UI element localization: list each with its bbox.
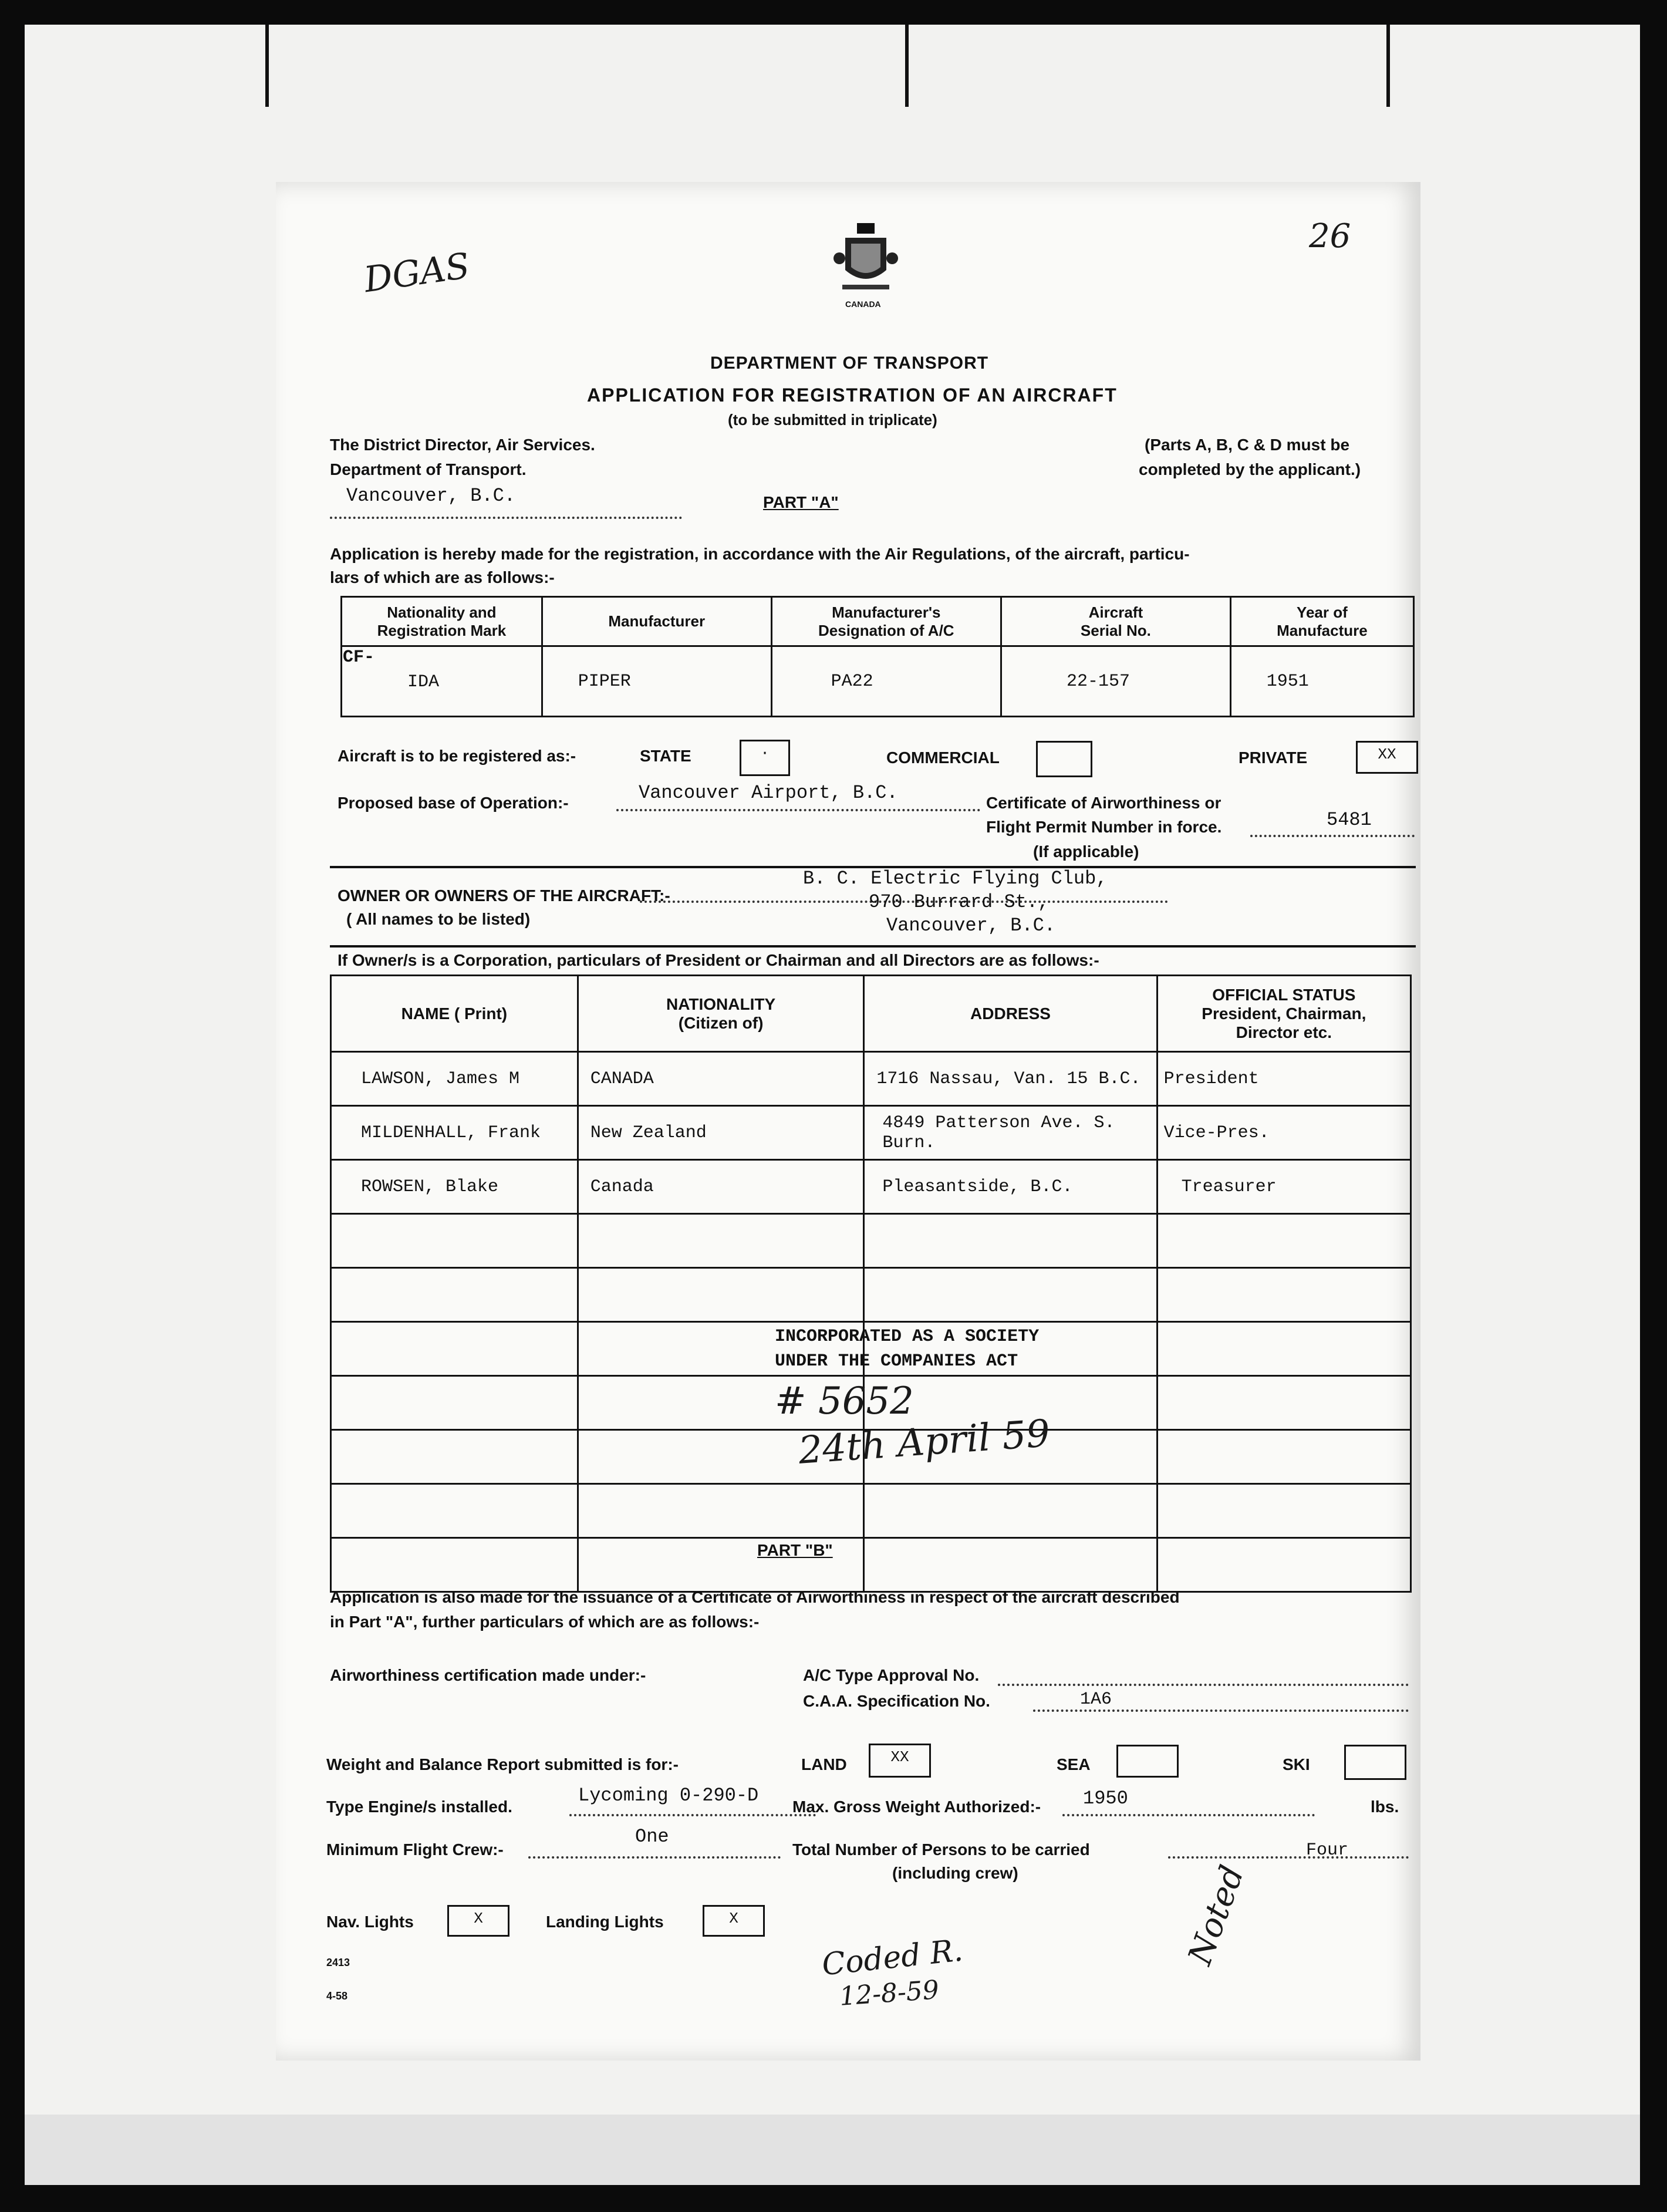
nav-lights-label: Nav. Lights [326,1913,414,1931]
director-address: 1716 Nassau, Van. 15 B.C. [864,1052,1157,1106]
cert-label-line2: Flight Permit Number in force. [986,818,1222,836]
nav-lights-checkbox[interactable]: X [447,1905,509,1937]
director-address: Pleasantside, B.C. [864,1160,1157,1214]
part-b-intro-line2: in Part "A", further particulars of which are as follows:- [330,1613,760,1631]
table-row [331,1106,1411,1160]
director-status: Vice-Pres. [1157,1106,1410,1160]
addressee-city: Vancouver, B.C. [346,485,516,507]
header-nationality: NATIONALITY (Citizen of) [578,976,864,1052]
gross-weight-label: Max. Gross Weight Authorized:- [792,1798,1041,1816]
cell-year: 1951 [1230,646,1413,717]
commercial-checkbox[interactable] [1036,741,1092,777]
owner-line1: B. C. Electric Flying Club, [803,868,1108,889]
form-date: 4-58 [326,1990,348,2002]
parts-note-line1: (Parts A, B, C & D must be [1145,436,1350,454]
engine-label: Type Engine/s installed. [326,1798,512,1816]
ski-checkbox[interactable] [1344,1745,1406,1780]
dotted-line [569,1814,816,1816]
handwritten-page-number: 26 [1309,217,1351,255]
society-date: 24th April 59 [797,1412,1052,1473]
owners-label: OWNER OR OWNERS OF THE AIRCRAFT:- [338,886,670,905]
register-as-label: Aircraft is to be registered as:- [338,747,576,765]
persons-value: Four [1306,1840,1349,1860]
dotted-line [1033,1709,1409,1712]
coded-date: 12-8-59 [838,1975,940,2012]
landing-lights-checkbox[interactable]: X [703,1905,765,1937]
gross-weight-unit: lbs. [1371,1798,1399,1816]
base-label: Proposed base of Operation:- [338,794,569,812]
addressee-line1: The District Director, Air Services. [330,436,595,454]
owner-line3: Vancouver, B.C. [886,915,1056,936]
engine-value: Lycoming 0-290-D [578,1785,759,1806]
persons-label: Total Number of Persons to be carried [792,1840,1090,1859]
cert-note: (If applicable) [1033,842,1139,861]
registration-prefix: CF- [343,648,375,667]
aircraft-details-table [340,596,1415,717]
caa-spec-label: C.A.A. Specification No. [803,1692,990,1710]
director-name: MILDENHALL, Frank [331,1106,578,1160]
sea-checkbox[interactable] [1116,1745,1179,1778]
caa-spec-value: 1A6 [1080,1690,1112,1709]
form-number: 2413 [326,1957,350,1968]
cert-label-line1: Certificate of Airworthiness or [986,794,1221,812]
parts-note-line2: completed by the applicant.) [1139,460,1361,478]
private-checkbox[interactable]: XX [1356,741,1418,774]
dotted-line [528,1856,781,1859]
part-a-heading: PART "A" [763,493,839,511]
weight-balance-label: Weight and Balance Report submitted is for:- [326,1755,679,1773]
table-row [331,1214,1411,1268]
type-approval-label: A/C Type Approval No. [803,1666,980,1684]
frame-rule [265,25,269,107]
part-b-heading: PART "B" [757,1541,833,1559]
land-label: LAND [801,1755,847,1773]
header-year: Year of Manufacture [1230,597,1413,646]
director-nationality: New Zealand [578,1106,864,1160]
header-registration-mark: Nationality and Registration Mark [342,597,542,646]
handwritten-code: DGAS [362,245,473,301]
state-checkbox[interactable]: · [740,740,790,776]
state-label: STATE [640,747,691,765]
land-checkbox[interactable]: XX [869,1744,931,1778]
part-a-intro-line2: lars of which are as follows:- [330,568,555,586]
form-subtitle: (to be submitted in triplicate) [728,411,937,429]
cell-designation: PA22 [771,646,1001,717]
addressee-line2: Department of Transport. [330,460,527,478]
dotted-line [330,517,682,519]
persons-sublabel: (including crew) [892,1864,1018,1882]
commercial-label: COMMERCIAL [886,748,1000,767]
frame-rule [1386,25,1390,107]
header-serial: Aircraft Serial No. [1001,597,1230,646]
coded-note: Coded R. [820,1933,965,1983]
society-number: # 5652 [775,1380,914,1423]
registration-mark: IDA [407,672,440,692]
cert-number: 5481 [1327,809,1372,831]
rule-line [330,945,1416,947]
part-a-intro-line1: Application is hereby made for the registration, in accordance with the Air Regulations, of the aircraft, particu- [330,545,1190,563]
base-value: Vancouver Airport, B.C. [639,782,898,804]
ski-label: SKI [1283,1755,1310,1773]
frame-rule [905,25,909,107]
dotted-line [1250,835,1415,837]
dotted-line [1168,1856,1409,1859]
owner-line2: 970 Burrard St., [869,891,1050,913]
sea-label: SEA [1057,1755,1091,1773]
header-official-status: OFFICIAL STATUS President, Chairman, Director etc. [1157,976,1410,1052]
cert-made-under-label: Airworthiness certification made under:- [330,1666,646,1684]
header-name: NAME ( Print) [331,976,578,1052]
cell-manufacturer: PIPER [542,646,771,717]
private-label: PRIVATE [1239,748,1308,767]
society-stamp-line2: UNDER THE COMPANIES ACT [775,1351,1018,1371]
crew-value: One [635,1826,669,1847]
header-designation: Manufacturer's Designation of A/C [771,597,1001,646]
owners-sublabel: ( All names to be listed) [346,910,531,928]
director-nationality: CANADA [578,1052,864,1106]
noted-initial: Noted [1180,1860,1252,1970]
crew-label: Minimum Flight Crew:- [326,1840,504,1859]
society-stamp-line1: INCORPORATED AS A SOCIETY [775,1327,1040,1347]
landing-lights-label: Landing Lights [546,1913,664,1931]
director-status: President [1157,1052,1410,1106]
cell-registration-mark [342,646,542,717]
gross-weight-value: 1950 [1083,1788,1128,1809]
directors-table [330,975,1412,1593]
director-nationality: Canada [578,1160,864,1214]
canada-crest-icon [834,223,898,299]
scan-bottom-band [25,2115,1640,2185]
table-row [331,1538,1411,1592]
table-row [331,1484,1411,1538]
table-row [331,1160,1411,1214]
director-address: 4849 Patterson Ave. S. Burn. [864,1106,1157,1160]
cell-serial: 22-157 [1001,646,1230,717]
form-title: APPLICATION FOR REGISTRATION OF AN AIRCRAFT [587,385,1118,406]
part-b-intro-line1: Application is also made for the issuance of a Certificate of Airworthiness in respect of the aircraft described [330,1588,1180,1606]
header-manufacturer: Manufacturer [542,597,771,646]
director-name: ROWSEN, Blake [331,1160,578,1214]
crest-label: CANADA [845,299,881,309]
director-status: Treasurer [1157,1160,1410,1214]
corporation-note: If Owner/s is a Corporation, particulars of President or Chairman and all Directors are as follows:- [338,951,1099,969]
dotted-line [998,1684,1409,1686]
dotted-line [616,809,980,811]
header-address: ADDRESS [864,976,1157,1052]
document-page [276,182,1420,2061]
director-name: LAWSON, James M [331,1052,578,1106]
department-heading: DEPARTMENT OF TRANSPORT [710,353,989,373]
table-row [331,1268,1411,1322]
dotted-line [1062,1814,1315,1816]
table-row [331,1052,1411,1106]
